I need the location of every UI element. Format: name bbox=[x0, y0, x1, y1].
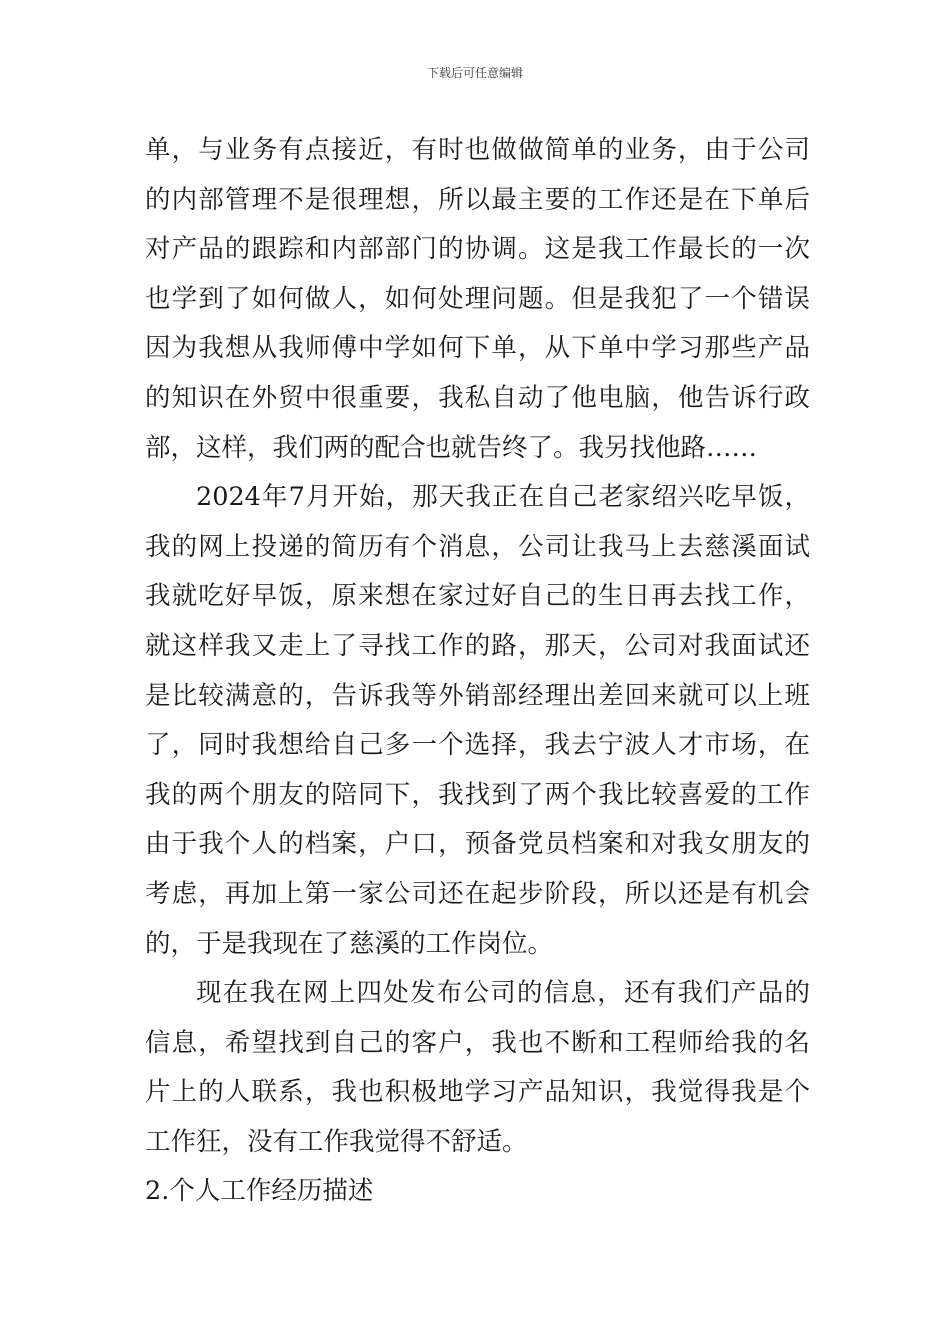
text-line: 是比较满意的，告诉我等外销部经理出差回来就可以上班 bbox=[145, 680, 810, 711]
text-line: 现在我在网上四处发布公司的信息，还有我们产品的 bbox=[196, 978, 810, 1009]
text-line: 片上的人联系，我也积极地学习产品知识，我觉得我是个 bbox=[145, 1077, 810, 1108]
text-line: 2024年7月开始，那天我正在自己老家绍兴吃早饭， bbox=[196, 482, 810, 513]
text-line: 就这样我又走上了寻找工作的路，那天，公司对我面试还 bbox=[145, 630, 810, 661]
text-line: 的，于是我现在了慈溪的工作岗位。 bbox=[145, 928, 554, 959]
text-line: 了，同时我想给自己多一个选择，我去宁波人才市场，在 bbox=[145, 730, 810, 761]
text-line: 我就吃好早饭，原来想在家过好自己的生日再去找工作， bbox=[145, 581, 810, 612]
text-line: 单，与业务有点接近，有时也做做简单的业务，由于公司 bbox=[145, 135, 810, 165]
text-line: 部，这样，我们两的配合也就告终了。我另找他路…… bbox=[145, 432, 758, 463]
text-line: 的知识在外贸中很重要，我私自动了他电脑，他告诉行政 bbox=[145, 382, 810, 413]
text-line: 因为我想从我师傅中学如何下单，从下单中学习那些产品 bbox=[145, 333, 810, 364]
text-line: 2.个人工作经历描述 bbox=[145, 1176, 374, 1207]
document-body bbox=[145, 126, 810, 1217]
text-line: 信息，希望找到自己的客户，我也不断和工程师给我的名 bbox=[145, 1027, 810, 1058]
text-line: 考虑，再加上第一家公司还在起步阶段，所以还是有机会 bbox=[145, 878, 810, 909]
text-line: 我的网上投递的简历有个消息，公司让我马上去慈溪面试 bbox=[145, 531, 810, 562]
text-line: 由于我个人的档案，户口，预备党员档案和对我女朋友的 bbox=[145, 829, 810, 860]
text-line: 工作狂，没有工作我觉得不舒适。 bbox=[145, 1126, 528, 1157]
text-line: 我的两个朋友的陪同下，我找到了两个我比较喜爱的工作 bbox=[145, 779, 810, 810]
page-header: 下载后可任意编辑 bbox=[426, 66, 523, 80]
text-line: 对产品的跟踪和内部部门的协调。这是我工作最长的一次 bbox=[145, 234, 810, 265]
text-line: 也学到了如何做人，如何处理问题。但是我犯了一个错误 bbox=[145, 283, 810, 314]
text-line: 的内部管理不是很理想，所以最主要的工作还是在下单后 bbox=[145, 184, 810, 215]
